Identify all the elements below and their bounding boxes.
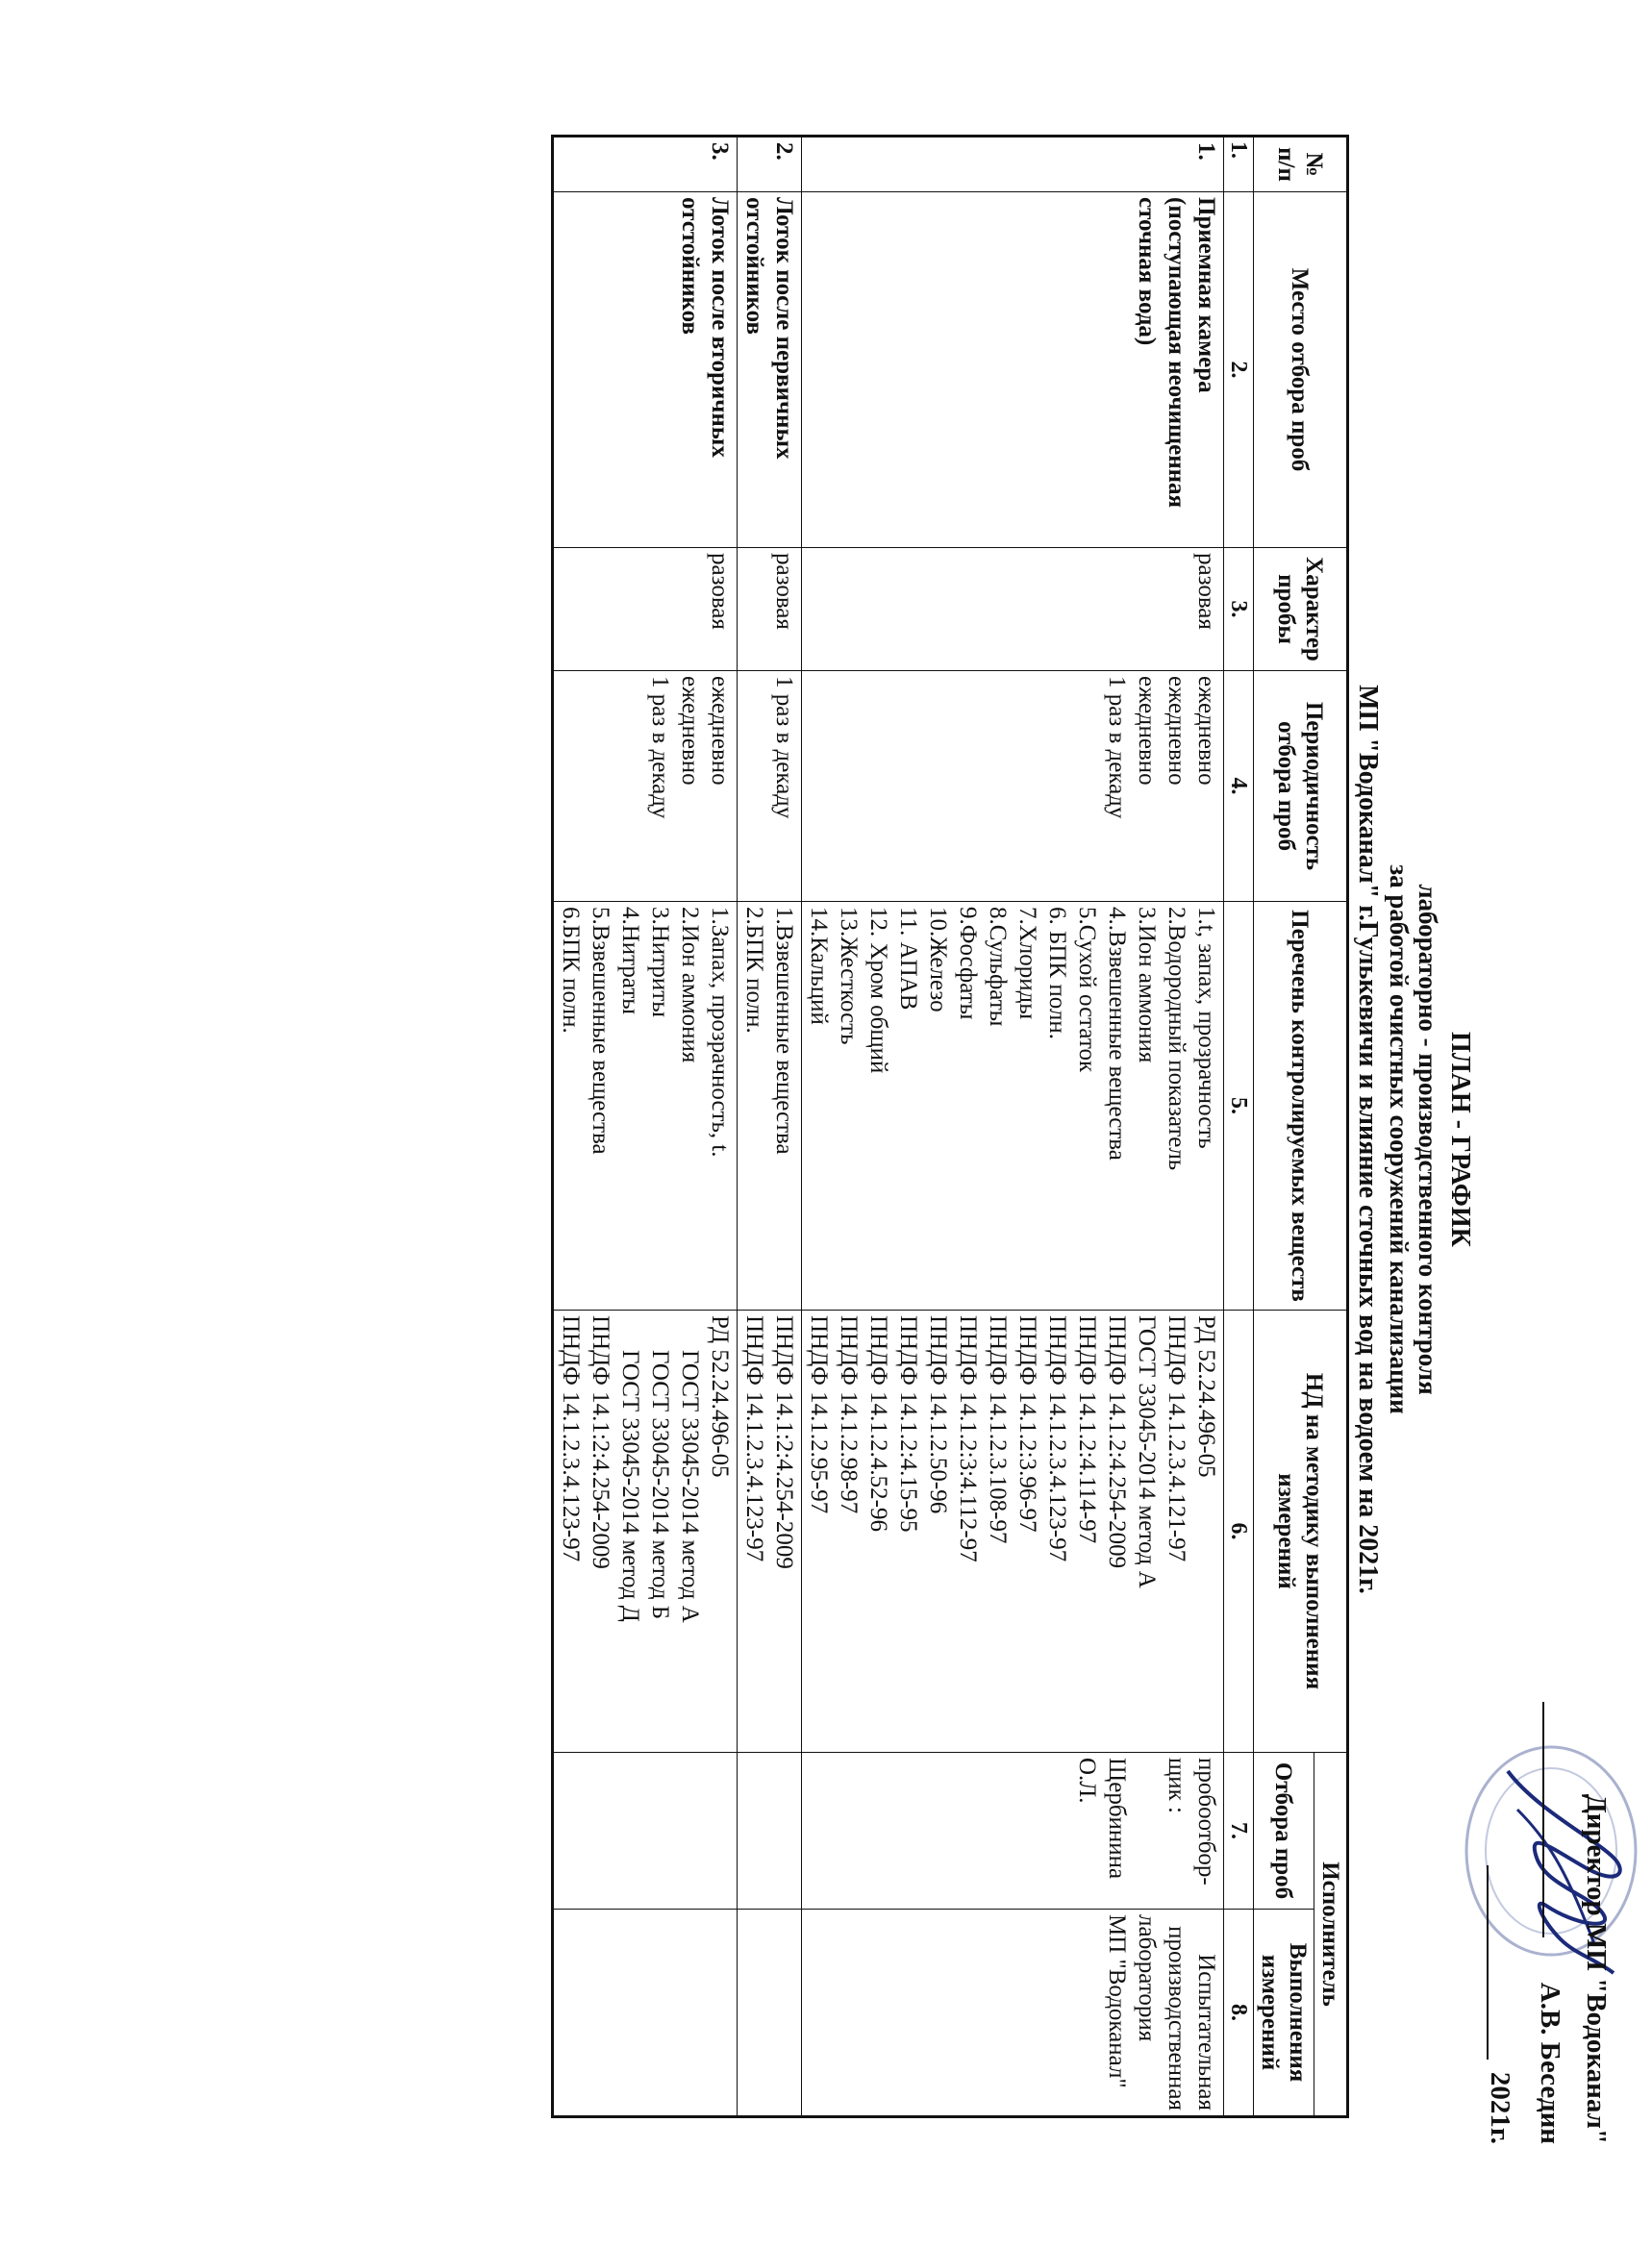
periodicity-item: 1 раз в декаду bbox=[647, 676, 673, 819]
periodicity-cell bbox=[802, 671, 1224, 902]
nd-item: РД 52.24.496-05 bbox=[1193, 1315, 1219, 1478]
nd-item: ПНДФ 14.1.2.50-96 bbox=[925, 1315, 951, 1514]
nd-item: ПНДФ 14.1.2:3.96-97 bbox=[1014, 1315, 1040, 1533]
measurement-executor-item: МП "Водоканал" bbox=[1104, 1914, 1130, 2088]
substance-item: 2.БПК полн. bbox=[741, 907, 767, 1034]
header-place: Место отбора проб bbox=[1254, 192, 1348, 548]
sampling-place: Приемная камера (поступающая неочищенная сточная вода) bbox=[802, 192, 1224, 548]
substance-item: 6. БПК полн. bbox=[1044, 907, 1070, 1039]
nd-item: ПНДФ 14.1:2:4.254-2009 bbox=[588, 1315, 613, 1569]
sampling-executor-item: Щербинина bbox=[1104, 1758, 1130, 1880]
substance-item: 3.Нитриты bbox=[647, 907, 673, 1018]
substances-cell bbox=[553, 902, 738, 1311]
substance-item: 14.Кальций bbox=[806, 907, 832, 1025]
approval-year: 2021г. bbox=[1485, 2071, 1515, 2144]
sampling-executor-cell bbox=[738, 1753, 802, 1910]
periodicity-item: ежедневно bbox=[1164, 676, 1189, 786]
sampling-executor-item: щик : bbox=[1164, 1758, 1189, 1813]
nd-item: ПНДФ 14.1.2.3.4.123-97 bbox=[741, 1315, 767, 1562]
column-number: 1. bbox=[1224, 137, 1254, 192]
sampling-executor-cell bbox=[553, 1753, 738, 1910]
table-row bbox=[553, 137, 738, 2117]
sample-character: разовая bbox=[802, 548, 1224, 671]
substance-item: 4..Взвешенные вещества bbox=[1104, 907, 1130, 1161]
nd-item: ПНДФ 14.1.2:4.254-2009 bbox=[1104, 1315, 1130, 1569]
substance-item: 1.Взвешенные вещества bbox=[771, 907, 797, 1155]
substance-item: 7.Хлориды bbox=[1014, 907, 1040, 1020]
measurement-executor-cell bbox=[738, 1910, 802, 2117]
header-sampling: Отбора проб bbox=[1254, 1753, 1314, 1910]
sampling-place: Лоток после вторичных отстойников bbox=[553, 192, 738, 548]
column-number: 4. bbox=[1224, 671, 1254, 902]
column-number: 8. bbox=[1224, 1910, 1254, 2117]
substance-item: 2.Водородный показатель bbox=[1164, 907, 1189, 1171]
periodicity-item: ежедневно bbox=[1134, 676, 1160, 786]
column-number: 2. bbox=[1224, 192, 1254, 548]
substance-item: 1.t, запах, прозрачность bbox=[1193, 907, 1219, 1149]
document-subtitle-3: МП "Водоканал" г.Гулькевичи и влияние сточных вод на водоем на 2021г. bbox=[1353, 685, 1383, 1594]
header-nd: НД на методику выполнения измерений bbox=[1254, 1311, 1348, 1753]
substance-item: 6.БПК полн. bbox=[558, 907, 584, 1034]
periodicity-item: ежедневно bbox=[677, 676, 703, 786]
substance-item: 5.Сухой остаток bbox=[1074, 907, 1100, 1073]
row-number: 1. bbox=[802, 137, 1224, 192]
nd-item: ГОСТ 33045-2014 метод Б bbox=[647, 1350, 673, 1620]
column-number: 5. bbox=[1224, 902, 1254, 1311]
nd-item: ПНДФ 14.1.2:4.114-97 bbox=[1074, 1315, 1100, 1544]
nd-item: ПНДФ 14.1.2:3:4.112-97 bbox=[955, 1315, 981, 1562]
approval-block bbox=[1477, 1702, 1612, 2144]
header-periodicity: Периодичность отбора проб bbox=[1254, 671, 1348, 902]
substances-cell bbox=[738, 902, 802, 1311]
table-row bbox=[738, 137, 802, 2117]
substance-item: 9.Фосфаты bbox=[955, 907, 981, 1020]
periodicity-item: 1 раз в декаду bbox=[771, 676, 797, 819]
date-line bbox=[1487, 1865, 1489, 2060]
sampling-place: Лоток после первичных отстойников bbox=[738, 192, 802, 548]
sampling-executor-item: пробоотбор- bbox=[1193, 1758, 1219, 1886]
table-row bbox=[802, 137, 1224, 2117]
nd-item: ПНДФ 14.1.2.95-97 bbox=[806, 1315, 832, 1514]
periodicity-cell bbox=[553, 671, 738, 902]
measurement-executor-item: лаборатория bbox=[1134, 1914, 1160, 2042]
nd-item: ГОСТ 33045-2014 метод Д bbox=[617, 1350, 643, 1622]
header-row bbox=[1314, 137, 1348, 2117]
nd-item: ГОСТ 33045-2014 метод А bbox=[677, 1350, 703, 1623]
periodicity-cell bbox=[738, 671, 802, 902]
document-subtitle-1: лабораторно - производственного контроля bbox=[1414, 884, 1442, 1395]
sample-character: разовая bbox=[738, 548, 802, 671]
nd-item: ПНДФ 14.1:2:4.254-2009 bbox=[771, 1315, 797, 1569]
substance-item: 1.Запах, прозрачность, t. bbox=[707, 907, 733, 1158]
measurement-executor-cell bbox=[553, 1910, 738, 2117]
substances-cell bbox=[802, 902, 1224, 1311]
sample-character: разовая bbox=[553, 548, 738, 671]
substance-item: 4.Нитраты bbox=[617, 907, 643, 1015]
header-num: № п/п bbox=[1254, 137, 1348, 192]
column-number: 6. bbox=[1224, 1311, 1254, 1753]
header-executor: Исполнитель bbox=[1314, 1753, 1348, 2117]
signature-line bbox=[1542, 1702, 1544, 1937]
sampling-executor-item: О.Л. bbox=[1074, 1758, 1100, 1804]
measurement-executor-item: производственная bbox=[1164, 1926, 1189, 2111]
row-number: 3. bbox=[553, 137, 738, 192]
periodicity-item: 1 раз в декаду bbox=[1104, 676, 1130, 819]
nd-item: ПНДФ 14.1.2:4.15-95 bbox=[895, 1315, 921, 1533]
nd-item: ПНДФ 14.1.2.3.108-97 bbox=[985, 1315, 1011, 1544]
substance-item: 10.Железо bbox=[925, 907, 951, 1012]
periodicity-item: ежедневно bbox=[707, 676, 733, 786]
nd-item: ГОСТ 33045-2014 метод А bbox=[1134, 1315, 1160, 1588]
nd-cell bbox=[738, 1311, 802, 1753]
row-number: 2. bbox=[738, 137, 802, 192]
document-subtitle-2: за работой очистных сооружений канализации bbox=[1385, 864, 1414, 1414]
header-substances: Перечень контролируемых веществ bbox=[1254, 902, 1348, 1311]
substance-item: 13.Жесткость bbox=[836, 907, 862, 1045]
nd-item: ПНДФ 14.1.2.4.52-96 bbox=[865, 1315, 891, 1532]
measurement-executor-item: Испытательная bbox=[1193, 1954, 1219, 2111]
nd-cell bbox=[553, 1311, 738, 1753]
sampling-executor-cell bbox=[802, 1753, 1224, 1910]
nd-item: РД 52.24.496-05 bbox=[707, 1315, 733, 1478]
header-measurement: Выполнения измерений bbox=[1254, 1910, 1314, 2117]
nd-cell bbox=[802, 1311, 1224, 1753]
substance-item: 12. Хром общий bbox=[865, 907, 891, 1074]
approval-title: Директор МП "Водоканал" bbox=[1581, 1793, 1612, 2144]
plan-table bbox=[551, 135, 1349, 2118]
nd-item: ПНДФ 14.1.2.3.4.123-97 bbox=[558, 1315, 584, 1562]
approval-name: А.В. Беседин bbox=[1535, 1982, 1565, 2144]
substance-item: 2.Ион аммония bbox=[677, 907, 703, 1063]
column-number: 7. bbox=[1224, 1753, 1254, 1910]
measurement-executor-cell bbox=[802, 1910, 1224, 2117]
nd-item: ПНДФ 14.1.2.3.4.123-97 bbox=[1044, 1315, 1070, 1562]
nd-item: ПНДФ 14.1.2.98-97 bbox=[836, 1315, 862, 1514]
document-title: ПЛАН - ГРАФИК bbox=[1445, 1032, 1475, 1247]
column-number-row bbox=[1224, 137, 1254, 2117]
substance-item: 5.Взвешенные вещества bbox=[588, 907, 613, 1155]
substance-item: 8.Сульфаты bbox=[985, 907, 1011, 1027]
nd-item: ПНДФ 14.1.2.3.4.121-97 bbox=[1164, 1315, 1189, 1562]
document-page bbox=[104, 106, 1612, 2173]
sampling-executor-item bbox=[1132, 1758, 1162, 1904]
periodicity-item: ежедневно bbox=[1193, 676, 1219, 786]
substance-item: 11. АПАВ bbox=[895, 907, 921, 1011]
header-character: Характер пробы bbox=[1254, 548, 1348, 671]
substance-item: 3.Ион аммония bbox=[1134, 907, 1160, 1063]
column-number: 3. bbox=[1224, 548, 1254, 671]
